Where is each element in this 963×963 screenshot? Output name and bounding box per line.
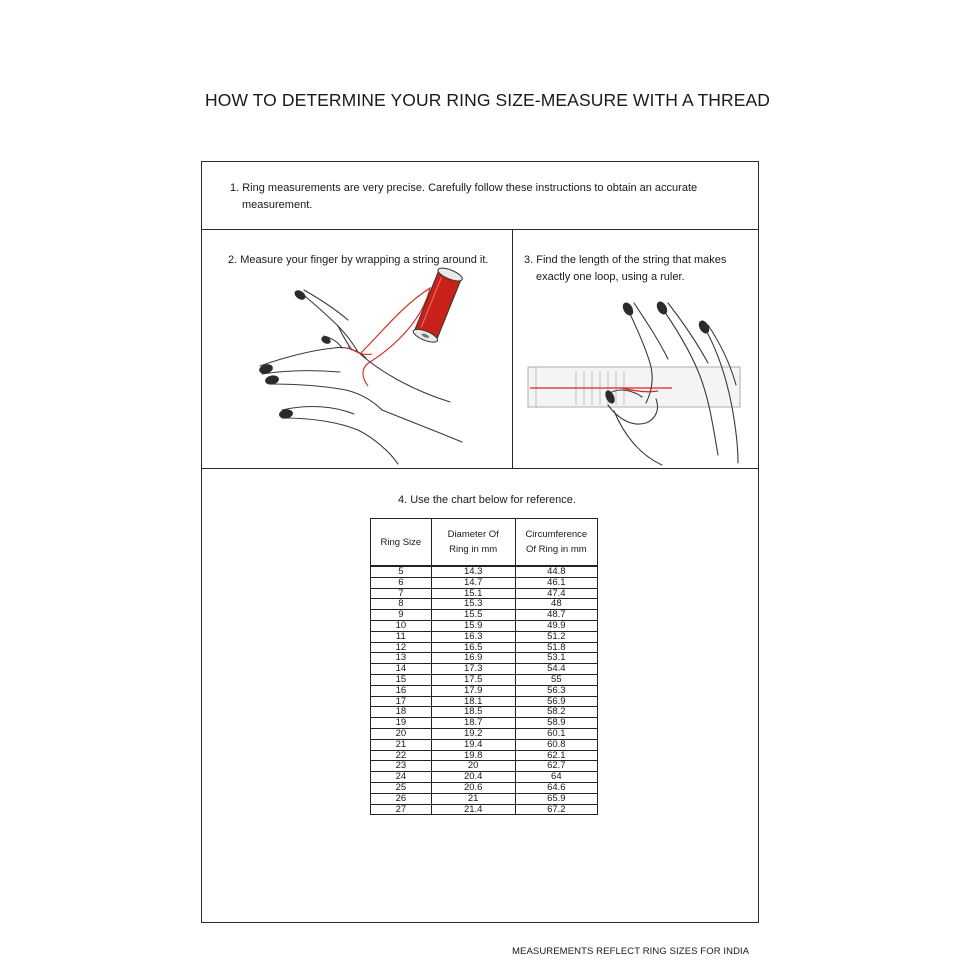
table-header-row	[371, 519, 598, 567]
cell-ring-size: 27	[371, 804, 432, 815]
table-row	[371, 610, 598, 621]
cell-diameter: 17.9	[431, 685, 515, 696]
table-row	[371, 707, 598, 718]
cell-circumference: 46.1	[515, 577, 597, 588]
table-body	[371, 566, 598, 815]
cell-diameter: 21	[431, 793, 515, 804]
step-1-text	[230, 180, 697, 214]
cell-circumference: 48.7	[515, 610, 597, 621]
step-3-line-2: exactly one loop, using a ruler.	[536, 271, 685, 283]
cell-circumference: 54.4	[515, 664, 597, 675]
cell-diameter: 20.4	[431, 772, 515, 783]
cell-circumference: 64.6	[515, 782, 597, 793]
cell-diameter: 21.4	[431, 804, 515, 815]
table-row	[371, 782, 598, 793]
cell-ring-size: 26	[371, 793, 432, 804]
cell-diameter: 20.6	[431, 782, 515, 793]
table-row	[371, 599, 598, 610]
cell-ring-size: 23	[371, 761, 432, 772]
table-row	[371, 739, 598, 750]
table-row	[371, 577, 598, 588]
cell-circumference: 58.2	[515, 707, 597, 718]
cell-diameter: 20	[431, 761, 515, 772]
cell-ring-size: 14	[371, 664, 432, 675]
divider-step2-3	[202, 468, 758, 469]
header-diameter	[431, 519, 515, 567]
table-row	[371, 674, 598, 685]
cell-circumference: 60.1	[515, 728, 597, 739]
table-row	[371, 718, 598, 729]
cell-diameter: 18.7	[431, 718, 515, 729]
table-row	[371, 761, 598, 772]
cell-ring-size: 10	[371, 620, 432, 631]
table-row	[371, 793, 598, 804]
cell-diameter: 19.8	[431, 750, 515, 761]
cell-circumference: 62.1	[515, 750, 597, 761]
table-row	[371, 588, 598, 599]
header-diameter-line-1: Diameter Of	[447, 529, 499, 540]
cell-diameter: 16.9	[431, 653, 515, 664]
table-row	[371, 653, 598, 664]
header-diameter-line-2: Ring in mm	[449, 544, 498, 555]
table-row	[371, 772, 598, 783]
cell-diameter: 15.5	[431, 610, 515, 621]
cell-diameter: 17.3	[431, 664, 515, 675]
cell-ring-size: 18	[371, 707, 432, 718]
header-circumference-line-2: Of Ring in mm	[525, 544, 587, 555]
cell-circumference: 47.4	[515, 588, 597, 599]
cell-circumference: 65.9	[515, 793, 597, 804]
cell-circumference: 67.2	[515, 804, 597, 815]
step-2-text: 2. Measure your finger by wrapping a string around it.	[228, 254, 489, 266]
table-row	[371, 566, 598, 577]
cell-diameter: 15.1	[431, 588, 515, 599]
instructions-panel	[201, 161, 759, 923]
header-circumference-line-1: Circumference	[525, 529, 588, 540]
cell-diameter: 16.5	[431, 642, 515, 653]
cell-ring-size: 13	[371, 653, 432, 664]
cell-ring-size: 19	[371, 718, 432, 729]
divider-step1	[202, 229, 758, 230]
cell-ring-size: 9	[371, 610, 432, 621]
table-row	[371, 696, 598, 707]
cell-ring-size: 15	[371, 674, 432, 685]
cell-circumference: 56.9	[515, 696, 597, 707]
ring-size-table	[370, 518, 598, 815]
cell-diameter: 16.3	[431, 631, 515, 642]
footer-note: MEASUREMENTS REFLECT RING SIZES FOR INDIA	[512, 946, 750, 957]
cell-ring-size: 11	[371, 631, 432, 642]
cell-circumference: 49.9	[515, 620, 597, 631]
cell-diameter: 18.5	[431, 707, 515, 718]
table-row	[371, 620, 598, 631]
cell-circumference: 51.2	[515, 631, 597, 642]
step-3-text	[524, 252, 726, 286]
cell-circumference: 64	[515, 772, 597, 783]
step-1-line-1: 1. Ring measurements are very precise. Carefully follow these instructions to obtain an accurate	[230, 182, 698, 194]
divider-vertical	[512, 229, 513, 468]
cell-diameter: 17.5	[431, 674, 515, 685]
cell-ring-size: 25	[371, 782, 432, 793]
cell-ring-size: 20	[371, 728, 432, 739]
cell-circumference: 62.7	[515, 761, 597, 772]
cell-ring-size: 22	[371, 750, 432, 761]
table-row	[371, 728, 598, 739]
cell-diameter: 15.3	[431, 599, 515, 610]
cell-ring-size: 24	[371, 772, 432, 783]
table-row	[371, 804, 598, 815]
cell-circumference: 58.9	[515, 718, 597, 729]
table-row	[371, 631, 598, 642]
nail-icon	[621, 301, 636, 318]
step-1-line-2: measurement.	[242, 199, 313, 211]
cell-circumference: 48	[515, 599, 597, 610]
hand-wrapping-string-illustration	[242, 262, 512, 467]
table-row	[371, 685, 598, 696]
cell-diameter: 19.4	[431, 739, 515, 750]
page-title: HOW TO DETERMINE YOUR RING SIZE-MEASURE WITH A THREAD	[205, 90, 771, 110]
cell-ring-size: 21	[371, 739, 432, 750]
cell-circumference: 60.8	[515, 739, 597, 750]
cell-ring-size: 17	[371, 696, 432, 707]
cell-diameter: 18.1	[431, 696, 515, 707]
header-circumference	[515, 519, 597, 567]
cell-ring-size: 12	[371, 642, 432, 653]
cell-circumference: 55	[515, 674, 597, 685]
ring-size-chart	[370, 518, 598, 815]
cell-diameter: 14.3	[431, 566, 515, 577]
cell-diameter: 14.7	[431, 577, 515, 588]
table-row	[371, 664, 598, 675]
cell-circumference: 44.8	[515, 566, 597, 577]
cell-circumference: 56.3	[515, 685, 597, 696]
step-4-text: 4. Use the chart below for reference.	[398, 494, 576, 506]
cell-circumference: 51.8	[515, 642, 597, 653]
cell-ring-size: 16	[371, 685, 432, 696]
cell-ring-size: 7	[371, 588, 432, 599]
thread-spool-icon	[412, 266, 464, 345]
cell-ring-size: 5	[371, 566, 432, 577]
table-row	[371, 750, 598, 761]
cell-circumference: 53.1	[515, 653, 597, 664]
cell-diameter: 19.2	[431, 728, 515, 739]
ruler-measuring-illustration	[522, 287, 758, 467]
step-3-line-1: 3. Find the length of the string that makes	[524, 254, 727, 266]
cell-ring-size: 8	[371, 599, 432, 610]
table-row	[371, 642, 598, 653]
header-ring-size: Ring Size	[371, 519, 432, 567]
cell-diameter: 15.9	[431, 620, 515, 631]
cell-ring-size: 6	[371, 577, 432, 588]
